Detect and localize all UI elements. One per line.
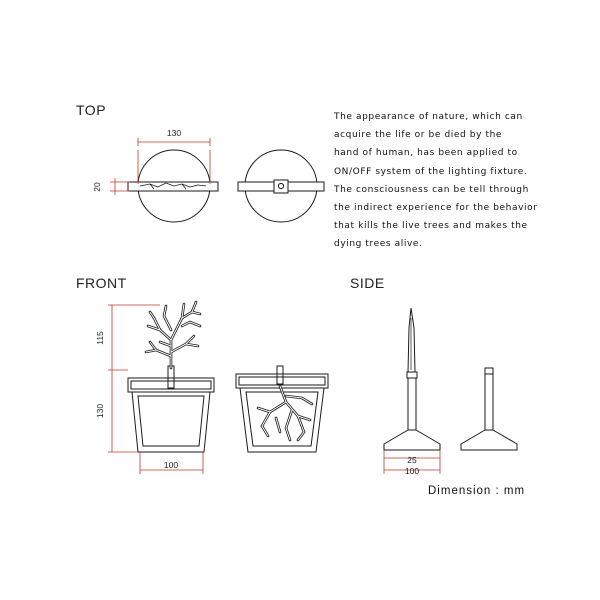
front-view-tree-pot	[128, 302, 214, 452]
front-roots-pot-rim	[236, 374, 328, 388]
front-pot-body	[132, 392, 210, 452]
dim-top-depth: 20	[92, 182, 102, 192]
front-roots-stem	[277, 366, 283, 384]
description-line: ON/OFF system of the lighting fixture.	[334, 166, 528, 177]
description-line: acquire the life or be died by the	[334, 130, 503, 141]
front-view-roots-pot	[236, 366, 328, 452]
dim-front-pot-height: 130	[95, 403, 105, 419]
side-left-foot	[384, 430, 440, 450]
description-line: that kills the live trees and makes the	[334, 221, 528, 232]
dimension-unit-note: Dimension : mm	[428, 485, 526, 497]
top-left-bar	[128, 182, 218, 191]
side-view-right	[461, 368, 517, 450]
side-right-foot	[461, 430, 517, 450]
description-line: dying trees alive.	[334, 239, 423, 250]
top-right-hub	[274, 180, 288, 193]
side-view-left	[384, 308, 440, 450]
top-view-left	[128, 150, 218, 222]
dim-top-width: 130	[166, 128, 182, 138]
top-view-heading: TOP	[76, 102, 107, 118]
side-right-post	[485, 374, 493, 430]
description-line: the indirect experience for the behavior	[334, 203, 538, 214]
side-tree-blade	[408, 308, 415, 372]
description-line: The appearance of nature, which can	[334, 112, 523, 122]
side-left-post	[408, 378, 416, 430]
front-pot-rim	[128, 378, 214, 392]
front-view-heading: FRONT	[76, 275, 127, 291]
description-line: hand of human, has been applied to	[334, 148, 518, 159]
dim-side-stem: 25	[407, 455, 417, 465]
top-view-right	[238, 150, 324, 222]
dim-side-base: 100	[404, 466, 420, 476]
dim-front-pot-width: 100	[163, 460, 179, 470]
description-line: The consciousness can be tell through	[334, 184, 529, 195]
dim-front-tree-height: 115	[95, 331, 105, 345]
side-view-heading: SIDE	[350, 275, 385, 291]
